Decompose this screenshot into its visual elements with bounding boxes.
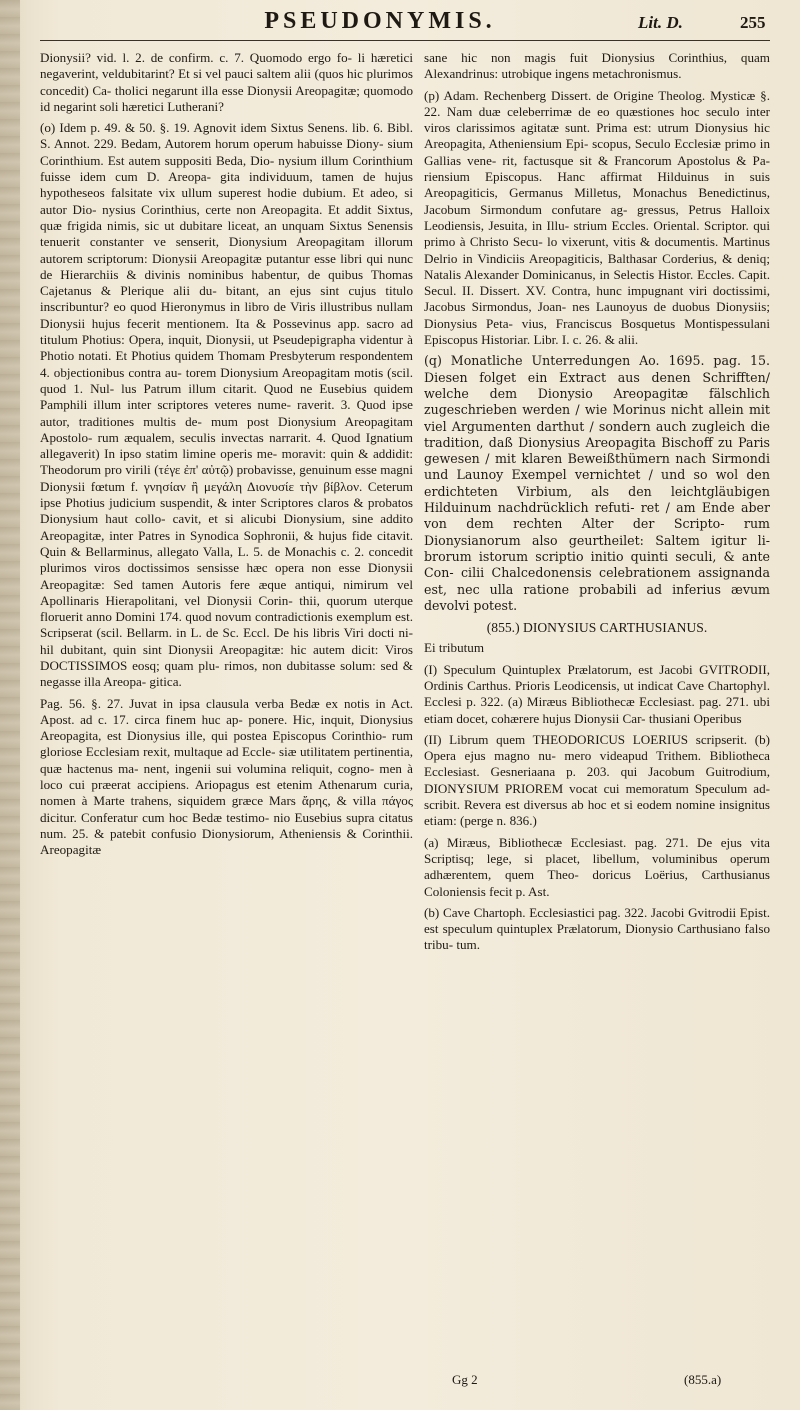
right-note-q: (q) Monatliche Unterredungen Ao. 1695. pag. 15. Diesen folget ein Extract aus denen Schrifften/ welche dem Dionysio Areopagitæ fälschlich zugeschrieben werden / wie Morinus nicht allein mit viel Argumenten darthut / sondern auch zugleich die tradition, daß Dionysius Areopagita Bischoff zu Paris gewesen / mit klaren Beweißthümern nach Sirmondi und Launoy Exempel vernichtet / und so wol den erdichteten Virbium, als den leichtgläubigen Hilduinum nachdrücklich refuti- ret / am Ende aber von dem rechten Alter der Scripto- rum Dionysianorum also geurtheilet: Saltem igitur li- brorum istorum scriptio initio quinti seculi, & ante Con- cilii Chalcedonensis celebrationem assignanda est, nec ulla ratione probabili ad inferius ævum devolvi potest. [424, 353, 770, 613]
left-note-page56: Pag. 56. §. 27. Juvat in ipsa clausula verba Bedæ ex notis in Act. Apost. ad c. 17. circa finem huc ap- ponere. Hic, inquit, Dionysius Areopagita, est Dionysius ille, qui postea Episcopus Corinthio- rum gloriose Ecclesiam rexit, multaque ad Eccle- siæ utilitatem pertinentia, quæ hactenus ma- nent, ingenii sui volumina reliquit, cogno- men à loco cui præerat accipiens. Ariopagus est etenim Athenarum curia, nomen à Marte trahens, siquidem græce Mars ἄρης, & villa πάγος dicitur. Conferatur cum hoc Bedæ testimo- nio Eusebius supra citatus num. 25. & patebit confusio Dionysiorum, Atheniensis & Corinthii. Areopagitæ [40, 695, 413, 858]
left-column [40, 50, 413, 1390]
section-subheading: Ei tributum [424, 640, 485, 656]
signature-mark: Gg 2 [452, 1372, 478, 1387]
right-footnote-b: (b) Cave Chartoph. Ecclesiastici pag. 322. Jacobi Gvitrodii Epist. est speculum quintuplex Prælatorum, Dionysio Carthusiano falso tribu- tum. [424, 904, 770, 953]
right-entry-I: (I) Speculum Quintuplex Prælatorum, est Jacobi GVITRODII, Ordinis Carthus. Prioris Leodicensis, ut indicat Cave Chartophyl. Ecclesi p. 322. (a) Miræus Bibliothecæ Ecclesiast. pag. 271. ubi etiam docet, cohærere hujus Dionysii Car- thusiani Operibus [424, 661, 770, 726]
catchword: (855.a) [684, 1372, 722, 1387]
left-note-o: (o) Idem p. 49. & 50. §. 19. Agnovit idem Sixtus Senens. lib. 6. Bibl. S. Annot. 229. Bedam, Autorem horum operum habuisse Diony- sium Corinthium. Est autem suppositi Beda, Dio- nysium illum Corinthium fuisse idem cum D. Areopa- gita individuum, tamen de hujus hypotheseos falsitate vix ullum superest hodie dubium. Et adeo, si autor Dio- nysius Corinthius, certe non Areopagita. Et addit Sixtus, quæ frigida nimis, sic ut dubitare liceat, an unquam Sixtus Senensis tenuerit constanter ve senserit, Dionysium Areopagitam illorum autorem scriptorum: Dionysii Areopagitæ putantur esse libri qui nunc de Hierarchiis & divinis nominibus habentur, de quibus Thomas Cajetanus & Plerique alii du- bitant, an ejus sint cujus titulo inscribuntur? eo quod Hieronymus in libro de Viris illustribus nullam Dionysii hujus fecerit mentionem. Ita & Possevinus app. sacro ad titulum Photius: Opera, inquit, Dionysii, ut Pseudepigrapha videntur à Photio notati. Et Photius quidem Thomam Presbyterum respondentem 4. objectionibus contra au- torem Dionysium Areopagitam motis (scil. quod 1. Nul- lus Patrum illum citarit. Quod ne Eusebius quidem Pamphili illum inter scriptores veteres nume- raverit. 3. Quod ipse autor, traditiones multis de- mum post Dionysium Areopagitam Apostolo- rum æqualem, seculis invectas narrarit. 4. Quod Ignatium allegaverit) In ipso statim limine operis me- moravit: quin & addidit: Theodorum pro virili (τέγε ἐπ' αὐτῷ) probavisse, genuinum esse magni Dionysii fœtum f. γνησίαν ἢ μεγάλη Διονυσίε τὴν βίβλον. Ceterum ipse Photius judicium suspendit, & inter Scriptores claros & probatos Dionysium haut collo- cavit, et si alicubi Dionysium, sine addito Areopagitæ, inter Patres in Synodica Sophronii, & hujus fide citavit. Quin & Bellarminus, allegato Valla, L. 5. de Monachis c. 2. concedit plurimos viros doctissimos sensisse hæc opera non esse Dionysii Areopagitæ: Sed tamen Autoris fere æque antiqui, nimirum vel Apollinaris Hierapolitani, vel Dionysii Corin- thii, quorum uterque floruerit anno Domini 174. quod novum contradictionis exemplum est. Scripserat (scil. Bellarm. in L. de Sc. Eccl. De his libris Viri docti ni- hil dubitant, quin sint Dionysii Areopagitæ: hic autem dicit: Viros DOCTISSIMOS eosq; quam plu- rimos, non dubitasse solum: sed & negasse illa Areopa- gitica. [40, 120, 413, 690]
section-heading-dionysius-carthusianus: (855.) DIONYSIUS CARTHUSIANUS. [486, 620, 708, 636]
right-column [424, 50, 770, 1390]
page-number: 255 [740, 13, 766, 32]
left-paragraph-1: Dionysii? vid. l. 2. de confirm. c. 7. Quomodo ergo fo- li hæretici negaverint, veldubitarint? Et si vel pauci saltem alii (quos hic plurimos concedit) Ca- tholici negarunt illa esse Dionysii Areopagitæ; quomodo id negarint soli hæretici Lutherani? [40, 50, 413, 114]
section-reference: Lit. D. [638, 13, 683, 32]
right-paragraph-1: sane hic non magis fuit Dionysius Corinthius, quam Alexandrinus: utrobique ingens metachronismus. [424, 50, 770, 82]
right-note-p: (p) Adam. Rechenberg Dissert. de Origine Theolog. Mysticæ §. 22. Nam duæ celeberrimæ de eo quæstiones hoc seculo inter viros clarissimos agitatæ sunt. Prima est: utrum Dionysius hic Areopagita, Atheniensium Epi- scopus, Seculo Ecclesiæ primo in Gallias vene- rit, factusque sit & Francorum Apostolus & Pa- riensium Episcopus. Hanc affirmat Hilduinus in suis Areopagiticis, Germanus Milletus, Monachus Benedictinus, Jacobum Sirmondum confutare ag- gressus, Petrus Halloix Leodiensis, Jesuita, in Illu- strium Eccles. Oriental. Scriptor. qui primo à Christo Secu- lo vixerunt, vitis & documentis. Martinus Delrio in Vindiciis Areopagiticis, Balthasar Corderius, & deniq; Natalis Alexander Dominicanus, in Selectis Histor. Eccles. Capit. Secul. II. Dissert. XV. Contra, hunc impugnant viri doctissimi, Jacobus Sirmondus, Joan- nes Launoyus de duobus Dionysiis; Dionysius Peta- vius, Franciscus Bosquetus Montispessulani Episcopus Historiar. Libr. I. c. 26. & alii. [424, 87, 770, 348]
right-entry-II: (II) Librum quem THEODORICUS LOERIUS scripserit. (b) Opera ejus magno nu- mero videapud Trithem. Bibliotheca Ecclesiast. Gesneriaana p. 203. qui Jacobum Guitrodium, DIONYSIUM PRIOREM vocat cui memoratum Speculum ad- scribit. Revera est diversus ab hoc et si eodem nomine insignitus etiam: (perge n. 836.) [424, 731, 770, 829]
right-footnote-a: (a) Miræus, Bibliothecæ Ecclesiast. pag. 271. De ejus vita Scriptisq; lege, si placet, libellum, voluminibus operum adhærentem, quem Theo- doricus Loërius, Carthusianus Coloniensis fecit p. Ast. [424, 834, 770, 899]
running-header [40, 4, 770, 41]
running-title: PSEUDONYMIS. [264, 8, 496, 34]
binding-gutter [0, 0, 20, 1410]
